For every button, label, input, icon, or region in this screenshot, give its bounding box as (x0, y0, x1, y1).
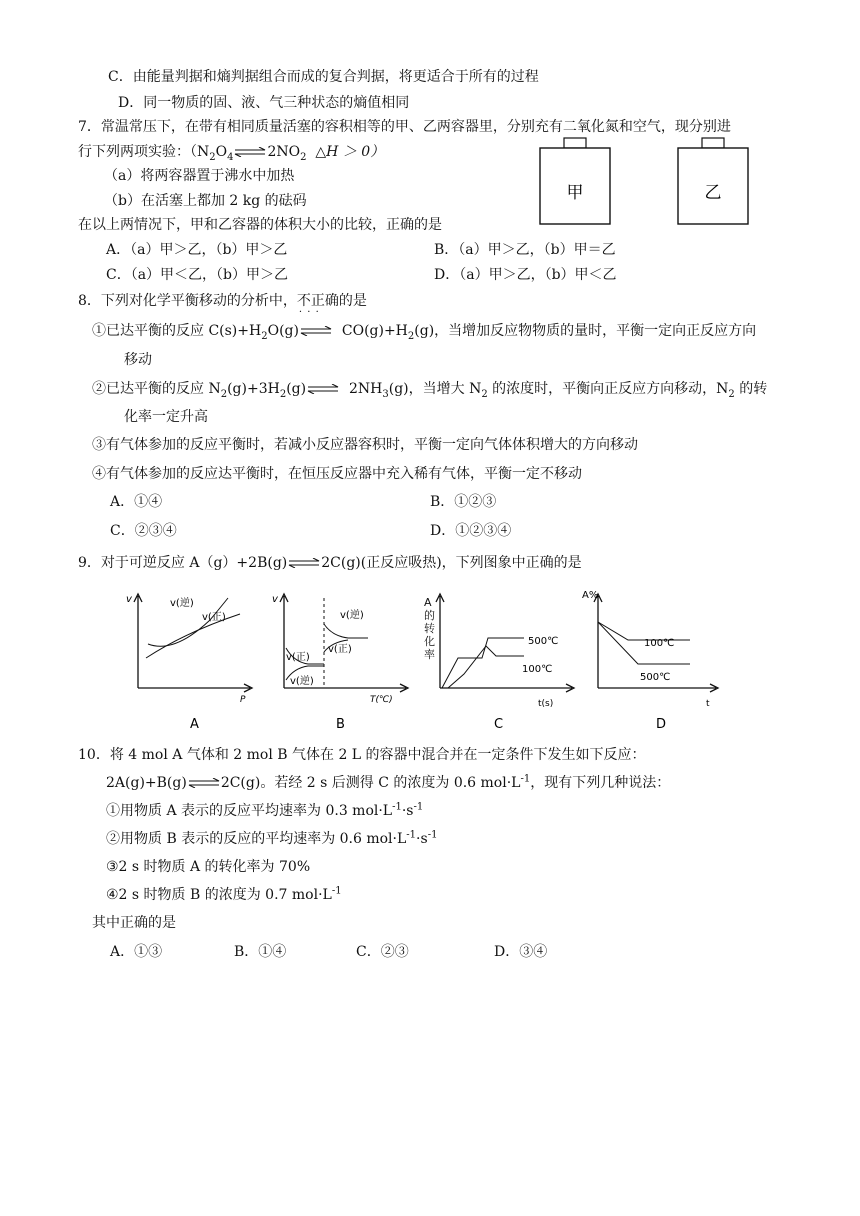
equilibrium-arrow-icon (287, 558, 321, 568)
q8-statement-2-cont: 化率一定升高 (124, 409, 208, 425)
graph-c-caption: C (494, 717, 504, 732)
q9-stem: 9．对于可逆反应 A（g）+2B(g) 2C(g)(正反应吸热)，下列图象中正确的是 (78, 555, 582, 571)
container-yi (678, 138, 748, 224)
q10-stem-line1: 10．将 4 mol A 气体和 2 mol B 气体在 2 L 的容器中混合并在一定条件下发生如下反应： (78, 747, 646, 763)
q8-stem: 8．下列对化学平衡移动的分析中，不正确 · · ·的是 (78, 291, 367, 311)
q10-statement-1: ①用物质 A 表示的反应平均速率为 0.3 $mol\cdot L^{-1}\cdot s^{-1}$ (106, 801, 424, 819)
graph-b-curve1: v(逆) (340, 610, 364, 621)
q6-option-c: C．由能量判据和熵判据组合而成的复合判据，将更适合于所有的过程 (108, 69, 539, 85)
q7-option-d: D．（a）甲＞乙，（b）甲＜乙 (434, 267, 617, 283)
q7-experiment-b: （b）在活塞上都加 2 kg 的砝码 (104, 193, 307, 209)
graph-d-curve2: 500℃ (640, 672, 671, 683)
q8-statement-3: ③有气体参加的反应平衡时，若减小反应器容积时，平衡一定向气体体积增大的方向移动 (92, 437, 638, 453)
svg-text:P: P (240, 695, 246, 705)
q10-statement-3: ③2 s 时物质 A 的转化率为 70% (106, 859, 311, 875)
graph-b-caption: B (336, 717, 345, 732)
q8-option-d: D．①②③④ (430, 523, 512, 539)
q8-option-a: A．①④ (110, 494, 163, 510)
q7-containers-figure (538, 136, 752, 228)
equilibrium-arrow-icon (233, 147, 267, 157)
graph-d-caption: D (656, 717, 667, 732)
q10-option-d: D．③④ (494, 944, 548, 960)
q7-question: 在以上两情况下，甲和乙容器的体积大小的比较，正确的是 (78, 217, 442, 233)
q8-statement-4: ④有气体参加的反应达平衡时，在恒压反应器中充入稀有气体，平衡一定不移动 (92, 466, 582, 482)
q7-option-b: B．（a）甲＞乙，（b）甲＝乙 (434, 242, 616, 258)
container-yi-label: 乙 (704, 183, 722, 203)
equilibrium-arrow-icon (299, 326, 333, 336)
equilibrium-arrow-icon (306, 384, 340, 394)
graph-c-ylabel: A的转化率 (424, 596, 435, 661)
graph-c-curve1: 500℃ (528, 636, 559, 647)
graph-a (116, 586, 256, 732)
graph-b-curve4: v(逆) (290, 676, 314, 687)
q10-statement-4: ④2 s 时物质 B 的浓度为 0.7 $mol\cdot L^{-1}$ (106, 885, 342, 903)
q10-question: 其中正确的是 (92, 915, 176, 931)
graph-b-curve2: v(正) (286, 652, 310, 663)
q7-option-c: C．（a）甲＜乙，（b）甲＞乙 (106, 267, 289, 283)
q7-stem-line1: 7．常温常压下，在带有相同质量活塞的容积相等的甲、乙两容器里，分别充有二氧化氮和空气，现分别进 (78, 119, 731, 135)
graph-d (580, 586, 728, 732)
q10-statement-2: ②用物质 B 表示的反应的平均速率为 0.6 $mol\cdot L^{-1}\cdot s^{-1}$ (106, 829, 438, 847)
svg-text:T(℃): T(℃) (370, 695, 393, 705)
graph-c-curve2: 100℃ (522, 664, 553, 675)
graph-b (268, 586, 414, 732)
container-jia-label: 甲 (566, 183, 584, 203)
container-jia (540, 138, 610, 224)
q8-statement-1: ①已达平衡的反应 $C(s)+H_2O(g)$ $CO(g)+H_2(g)$，当增加反应物物质的量时，平衡一定向正反应方向 (92, 323, 757, 342)
equilibrium-arrow-icon (187, 778, 221, 788)
svg-text:A%: A% (582, 590, 599, 601)
q10-option-b: B．①④ (234, 944, 287, 960)
svg-text:v: v (126, 594, 132, 605)
graph-a-curve2: v(正) (202, 612, 226, 623)
svg-text:t: t (706, 699, 710, 709)
q7-option-a: A．（a）甲＞乙，（b）甲＞乙 (106, 242, 288, 258)
emphasis-not-correct: 不正确 · · · (297, 293, 339, 309)
q8-option-c: C．②③④ (110, 523, 177, 539)
q8-option-b: B．①②③ (430, 494, 497, 510)
q10-stem-line2: 2A(g)+B(g) 2C(g)。若经 2 s 后测得 C 的浓度为 0.6 $mol\cdot L^{-1}$，现有下列几种说法： (106, 773, 671, 791)
graph-b-curve3: v(正) (328, 644, 352, 655)
q10-option-c: C．②③ (356, 944, 409, 960)
q8-statement-1-cont: 移动 (124, 352, 152, 368)
graph-c (424, 586, 582, 732)
svg-text:t(s): t(s) (538, 699, 554, 709)
graph-a-caption: A (190, 717, 199, 732)
graph-a-curve1: v(逆) (170, 598, 194, 609)
q8-statement-2: ②已达平衡的反应 $N_2(g)+3H_2(g)$ $2NH_3(g)$，当增大 $N_2$ 的浓度时，平衡向正反应方向移动，$N_2$ 的转 (92, 381, 768, 400)
q10-option-a: A．①③ (110, 944, 163, 960)
q6-option-d: D．同一物质的固、液、气三种状态的熵值相同 (118, 95, 410, 111)
q7-experiment-a: （a）将两容器置于沸水中加热 (104, 168, 295, 184)
q7-stem-line2: 行下列两项实验：（$N_2O_4$ $2NO_2$ △H ＞ 0） (78, 144, 385, 163)
graph-d-curve1: 100℃ (644, 638, 675, 649)
svg-text:v: v (272, 594, 278, 605)
